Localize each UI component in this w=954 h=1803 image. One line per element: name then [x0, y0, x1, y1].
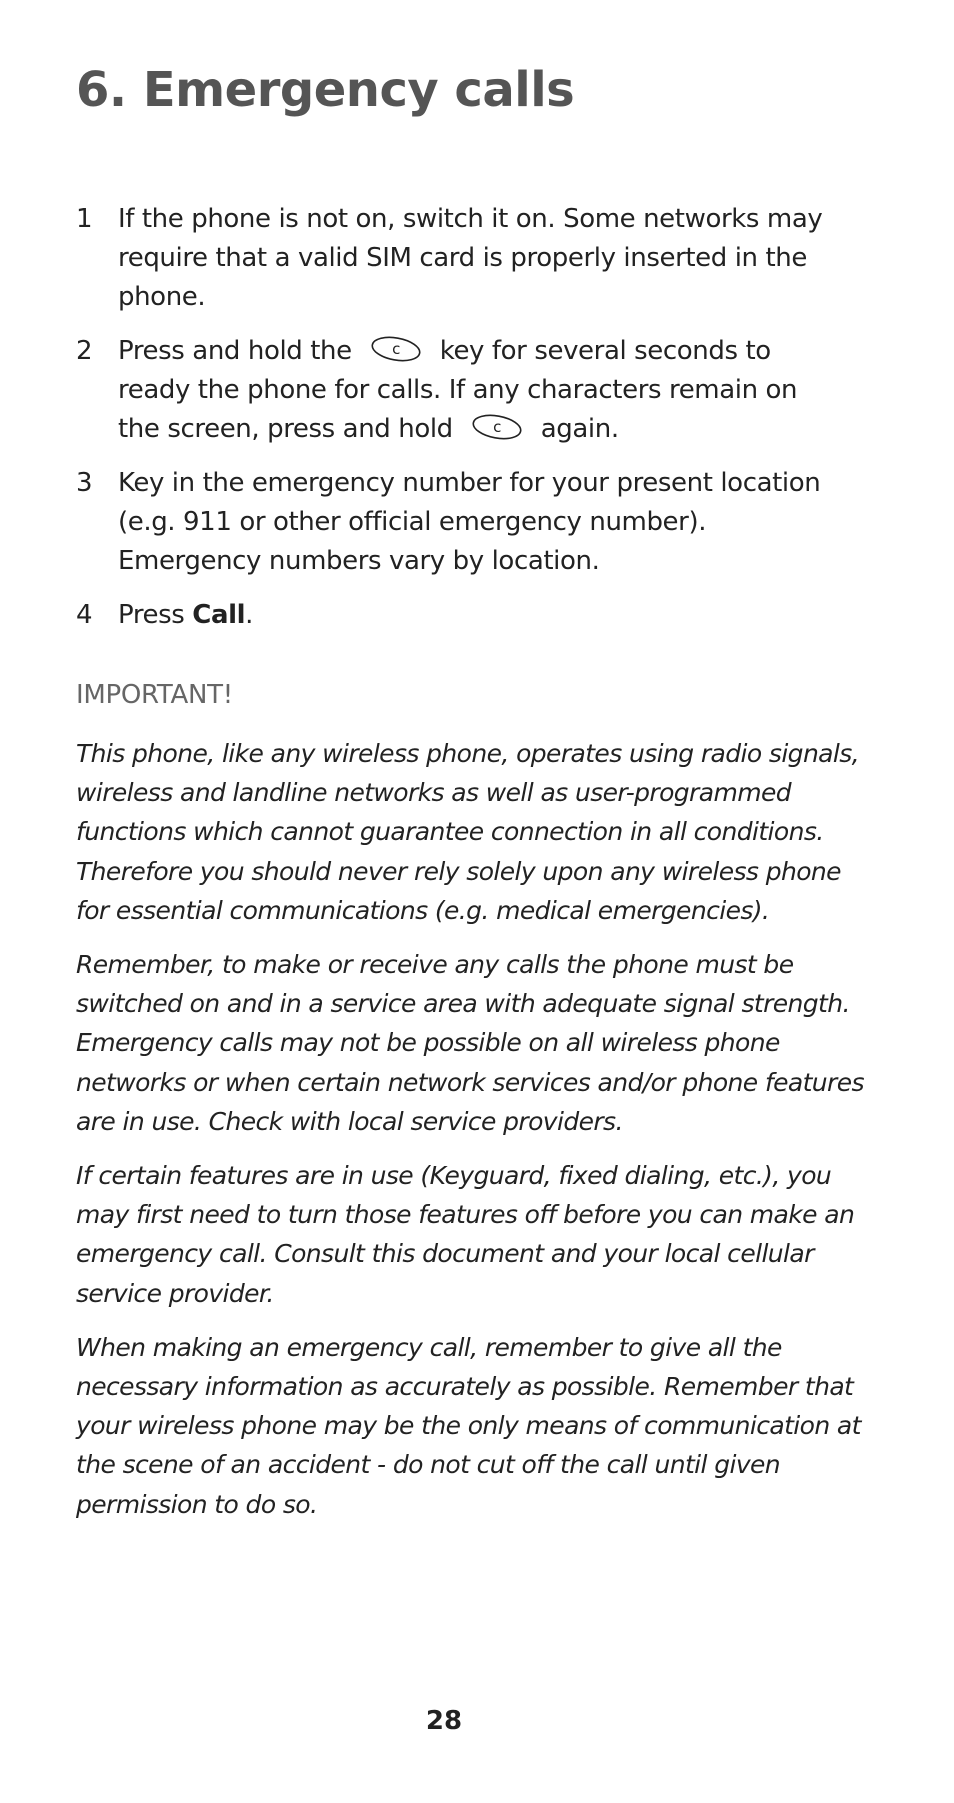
- step-text-suffix: .: [245, 600, 254, 630]
- chapter-title: 6. Emergency calls: [76, 62, 575, 118]
- clear-key-icon: [368, 334, 424, 364]
- step-text: Key in the emergency number for your present location (e.g. 911 or other official emergency number). Emergency numbers vary by location.: [118, 468, 821, 576]
- step-text-part: again.: [540, 414, 619, 444]
- step-text-part: Press and hold the: [118, 336, 352, 366]
- step-text-part: key for several seconds to ready the phone for calls. If any characters remain on the screen, press and hold: [118, 336, 798, 444]
- step-text: [118, 332, 836, 449]
- warning-paragraph: If certain features are in use (Keyguard, fixed dialing, etc.), you may first need to turn those features off before you can make an emergency call. Consult this document and your local cellular service provider.: [76, 1161, 855, 1308]
- step-text: If the phone is not on, switch it on. Some networks may require that a valid SIM card is properly inserted in the phone.: [118, 204, 823, 312]
- key-letter: c: [492, 417, 501, 436]
- step-3: [76, 464, 836, 581]
- emergency-call-steps: [76, 200, 836, 650]
- step-text: [118, 596, 836, 635]
- warning-paragraph: This phone, like any wireless phone, operates using radio signals, wireless and landline networks as well as user-programmed functions which cannot guarantee connection in all conditions. Therefore you should never rely solely upon any wireless phone for essential communications (e.g. medical emergencies).: [76, 739, 860, 925]
- clear-key-icon: [469, 412, 525, 442]
- step-number: 4: [76, 600, 93, 630]
- step-2: [76, 332, 836, 449]
- step-number: 3: [76, 468, 93, 498]
- step-number: 2: [76, 336, 93, 366]
- warning-paragraph: When making an emergency call, remember to give all the necessary information as accurately as possible. Remember that your wireless phone may be the only means of communication at the scene of an accident - do not cut off the call until given permission to do so.: [76, 1332, 861, 1519]
- step-4: [76, 596, 836, 635]
- step-text-prefix: Press: [118, 600, 193, 630]
- key-letter: c: [391, 339, 400, 358]
- page-number: 28: [425, 1706, 463, 1736]
- call-softkey-label: Call: [192, 600, 246, 630]
- important-notes: [76, 734, 866, 1539]
- step-1: [76, 200, 836, 317]
- important-heading: IMPORTANT!: [76, 680, 233, 710]
- warning-paragraph: Remember, to make or receive any calls the phone must be switched on and in a service area with adequate signal strength. Emergency calls may not be possible on all wireless phone networks or when certain network services and/or phone features are in use. Check with local service providers.: [76, 950, 864, 1136]
- step-number: 1: [76, 204, 93, 234]
